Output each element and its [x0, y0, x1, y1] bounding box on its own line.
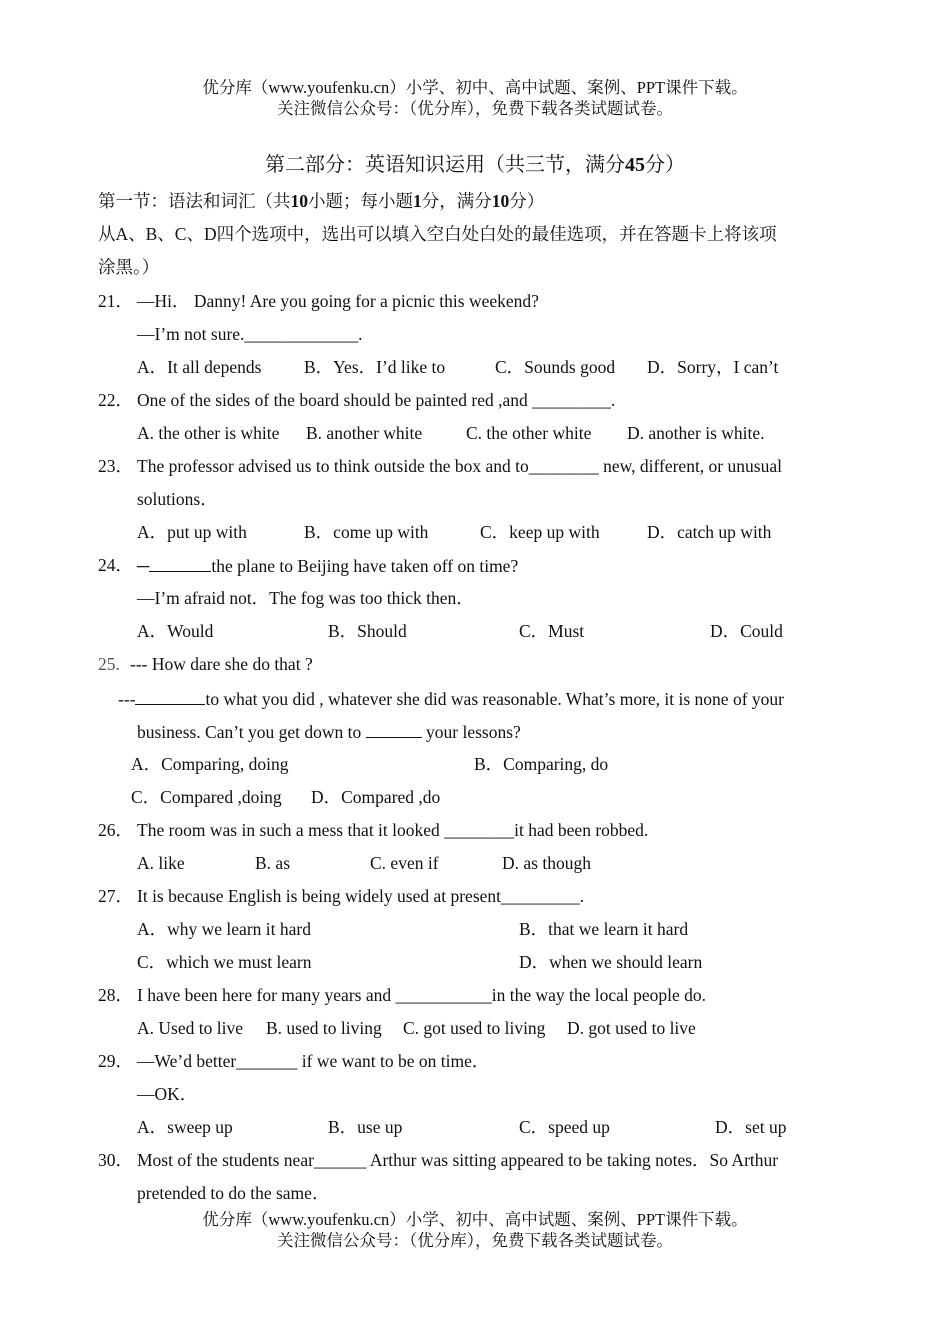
option: A. the other is white	[137, 423, 280, 443]
option: D．Could	[710, 621, 783, 641]
question-text: pretended to do the same．	[137, 1183, 330, 1203]
option: A. Used to live	[137, 1018, 243, 1038]
question-text: —Hi． Danny! Are you going for a picnic this weekend?	[137, 291, 539, 311]
option: D. another is white.	[627, 423, 765, 443]
question-number: 29．	[98, 1051, 133, 1071]
question-text: One of the sides of the board should be painted red ,and _________.	[137, 390, 616, 410]
question-number: 27．	[98, 886, 133, 906]
option: C. the other white	[466, 423, 592, 443]
question-number: 23．	[98, 456, 133, 476]
footer-line-1: 优分库（www.youfenku.cn）小学、初中、高中试题、案例、PPT课件下载。	[202, 1210, 748, 1229]
question-text: --- How dare she do that ?	[130, 654, 313, 674]
question-number: 25.	[98, 654, 120, 674]
question-text: —I’m not sure._____________.	[137, 324, 363, 344]
question-text: —I’m afraid not．The fog was too thick then．	[137, 588, 474, 608]
option: C．Compared ,doing	[131, 787, 282, 807]
instructions-line-2: 涂黑。）	[98, 257, 160, 277]
question-number: 21．	[98, 291, 133, 311]
question-text: business. Can’t you get down to your lessons?	[137, 722, 521, 742]
question-number: 26．	[98, 820, 133, 840]
option: A．sweep up	[137, 1117, 233, 1137]
option: A．Would	[137, 621, 214, 641]
option: A．Comparing, doing	[131, 754, 289, 774]
answer-blank	[149, 554, 211, 572]
option: B. as	[255, 853, 290, 873]
option: A．It all depends	[137, 357, 262, 377]
option: C. even if	[370, 853, 439, 873]
subsection-heading: 第一节：语法和词汇（共10小题；每小题1分，满分10分）	[98, 191, 545, 211]
question-text: The professor advised us to think outside the box and to________ new, different, or unusual	[137, 456, 782, 476]
question-number: 22．	[98, 390, 133, 410]
option: C．Must	[519, 621, 585, 641]
option: C．Sounds good	[495, 357, 616, 377]
option: B．Comparing, do	[474, 754, 609, 774]
answer-blank	[135, 687, 205, 705]
option: D. got used to live	[567, 1018, 696, 1038]
instructions-line-1: 从A、B、C、D四个选项中，选出可以填入空白处白处的最佳选项，并在答题卡上将该项	[98, 224, 777, 244]
question-text: solutions．	[137, 489, 218, 509]
header-line-1: 优分库（www.youfenku.cn）小学、初中、高中试题、案例、PPT课件下载。	[202, 78, 748, 97]
option: B．Yes．I’d like to	[304, 357, 446, 377]
option: D．catch up with	[647, 522, 772, 542]
question-number: 24．	[98, 555, 133, 575]
answer-blank	[366, 720, 422, 738]
option: A．why we learn it hard	[137, 919, 311, 939]
option: B．Should	[328, 621, 407, 641]
option: D. as though	[502, 853, 591, 873]
question-text: It is because English is being widely used at present_________.	[137, 886, 585, 906]
question-number: 28．	[98, 985, 133, 1005]
question-text: --- to what you did , whatever she did was reasonable. What’s more, it is none of your	[118, 689, 784, 709]
option: D．Compared ,do	[311, 787, 441, 807]
option: B．use up	[328, 1117, 403, 1137]
option: C．speed up	[519, 1117, 610, 1137]
footer-line-2: 关注微信公众号：（优分库），免费下载各类试题试卷。	[277, 1231, 673, 1250]
question-text: —We’d better_______ if we want to be on time．	[137, 1051, 490, 1071]
option: B．that we learn it hard	[519, 919, 689, 939]
option: D．when we should learn	[519, 952, 703, 972]
option: D．Sorry，I can’t	[647, 357, 779, 377]
option: D．set up	[715, 1117, 787, 1137]
question-text: I have been here for many years and ___________in the way the local people do.	[137, 985, 707, 1005]
option: C．keep up with	[480, 522, 600, 542]
question-number: 30．	[98, 1150, 133, 1170]
option: C. got used to living	[403, 1018, 546, 1038]
option: B．come up with	[304, 522, 429, 542]
question-text: Most of the students near______ Arthur was sitting appeared to be taking notes．So Arthur	[137, 1150, 779, 1170]
option: A. like	[137, 853, 185, 873]
header-line-2: 关注微信公众号：（优分库），免费下载各类试题试卷。	[277, 99, 673, 118]
option: C．which we must learn	[137, 952, 312, 972]
option: B. another white	[306, 423, 423, 443]
question-text: The room was in such a mess that it looked ________it had been robbed.	[137, 820, 649, 840]
option: A．put up with	[137, 522, 247, 542]
section-title: 第二部分：英语知识运用（共三节，满分45分）	[265, 154, 685, 176]
question-text: —OK．	[137, 1084, 198, 1104]
option: B. used to living	[266, 1018, 382, 1038]
question-text: ─ the plane to Beijing have taken off on time?	[137, 556, 519, 576]
